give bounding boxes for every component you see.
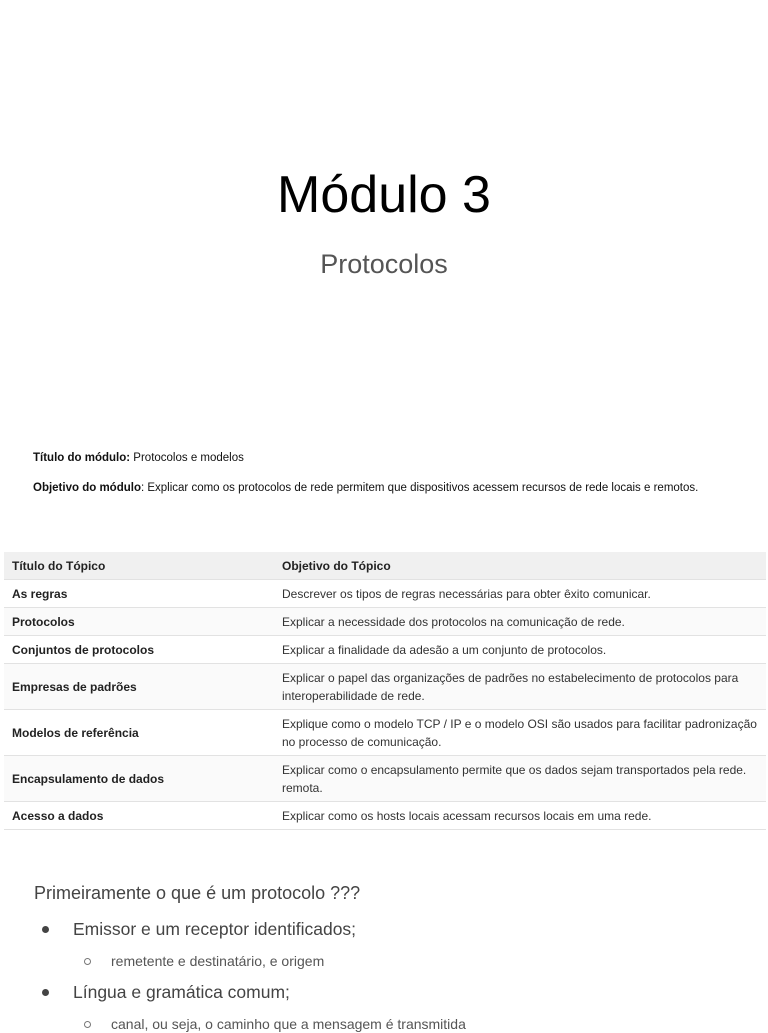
objective-cell: Explicar a necessidade dos protocolos na comunicação de rede. — [274, 608, 766, 636]
table-header-objective: Objetivo do Tópico — [274, 552, 766, 580]
bullet-dot-icon — [42, 989, 49, 996]
topic-cell: Empresas de padrões — [4, 664, 274, 710]
bullet-item — [42, 981, 290, 1003]
objective-cell: Explique como o modelo TCP / IP e o modelo OSI são usados para facilitar padronização no processo de comunicação. — [274, 710, 766, 756]
sub-bullet-item — [84, 1015, 466, 1033]
section-heading: Primeiramente o que é um protocolo ??? — [34, 883, 361, 903]
module-title-value: Protocolos e modelos — [133, 452, 244, 464]
bullet-text: Língua e gramática comum; — [73, 982, 290, 1002]
topic-cell: Conjuntos de protocolos — [4, 636, 274, 664]
module-title-line — [33, 451, 244, 465]
bullet-dot-icon — [42, 926, 49, 933]
slide-title: Módulo 3 — [277, 166, 491, 224]
objective-cell: Descrever os tipos de regras necessárias para obter êxito comunicar. — [274, 580, 766, 608]
hollow-circle-icon — [84, 958, 91, 965]
sub-bullet-item — [84, 952, 324, 970]
table-row — [4, 636, 766, 664]
hollow-circle-icon — [84, 1021, 91, 1028]
table-row — [4, 710, 766, 756]
module-objective-label: Objetivo do módulo — [33, 482, 141, 494]
objective-cell: Explicar o papel das organizações de padrões no estabelecimento de protocolos para interoperabilidade de rede. — [274, 664, 766, 710]
module-objective-value: : Explicar como os protocolos de rede permitem que dispositivos acessem recursos de rede locais e remotos. — [140, 482, 699, 494]
sub-bullet-text: canal, ou seja, o caminho que a mensagem é transmitida — [111, 1016, 466, 1032]
table-row — [4, 756, 766, 802]
objective-cell: Explicar a finalidade da adesão a um conjunto de protocolos. — [274, 636, 766, 664]
bullet-item — [42, 918, 356, 940]
table-row — [4, 608, 766, 636]
topic-cell: Protocolos — [4, 608, 274, 636]
objective-cell: Explicar como os hosts locais acessam recursos locais em uma rede. — [274, 802, 766, 830]
table-row — [4, 802, 766, 830]
topic-cell: Encapsulamento de dados — [4, 756, 274, 802]
module-objective-line — [33, 481, 698, 495]
table-row — [4, 580, 766, 608]
objective-cell: Explicar como o encapsulamento permite que os dados sejam transportados pela rede. remota. — [274, 756, 766, 802]
bullet-text: Emissor e um receptor identificados; — [73, 919, 357, 939]
sub-bullet-text: remetente e destinatário, e origem — [111, 953, 325, 969]
module-title-label: Título do módulo: — [33, 452, 131, 464]
slide-subtitle: Protocolos — [320, 249, 448, 279]
topic-cell: As regras — [4, 580, 274, 608]
table-row — [4, 664, 766, 710]
table-header-topic: Título do Tópico — [4, 552, 274, 580]
topic-cell: Acesso a dados — [4, 802, 274, 830]
topic-cell: Modelos de referência — [4, 710, 274, 756]
topics-table — [4, 552, 766, 830]
